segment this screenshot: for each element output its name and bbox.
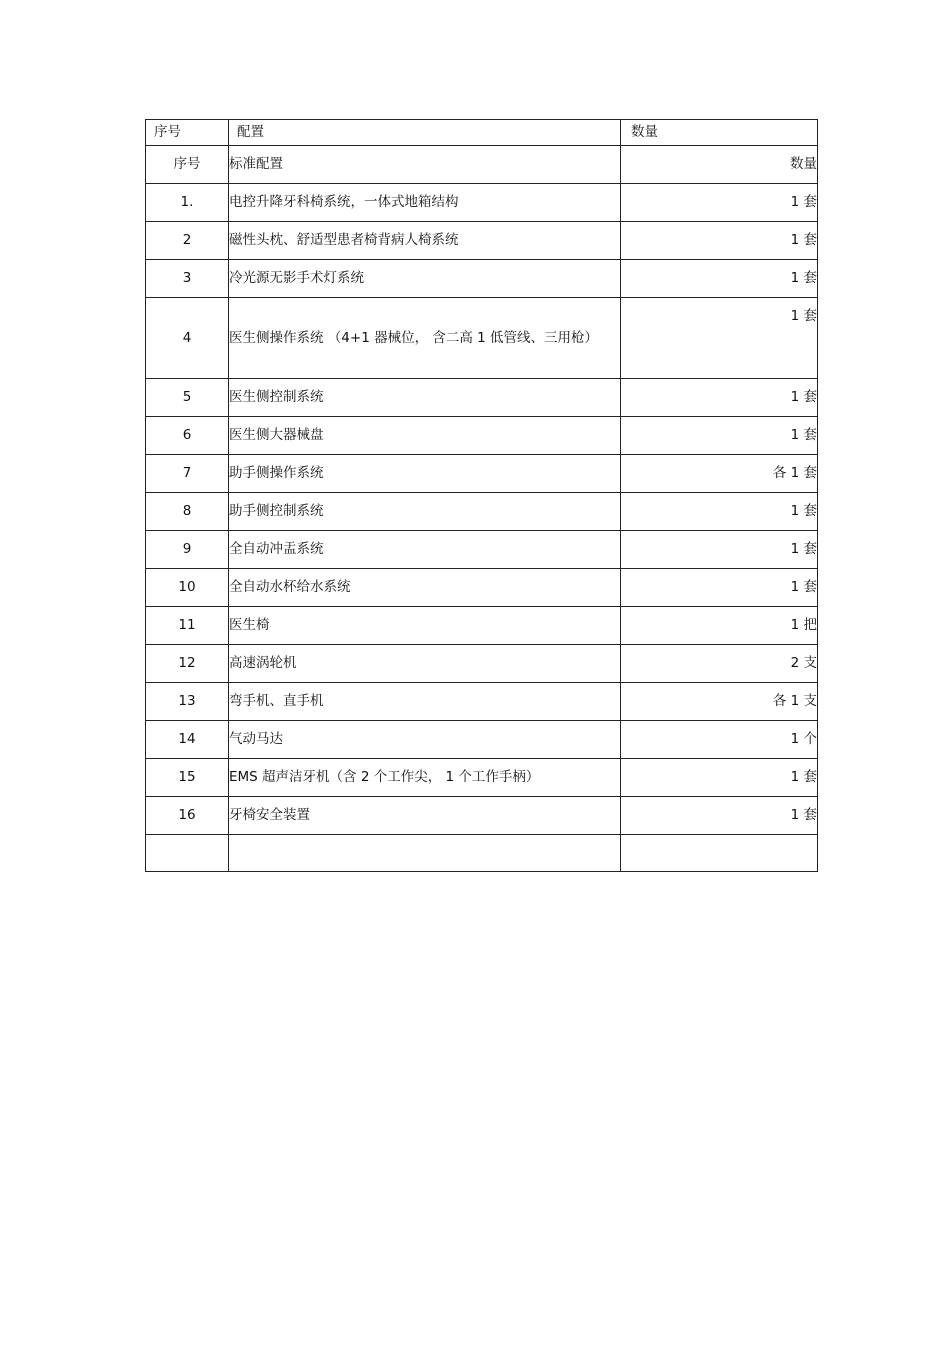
row-name xyxy=(229,835,621,872)
row-no: 12 xyxy=(146,645,229,683)
table-row xyxy=(146,493,818,531)
table-row xyxy=(146,417,818,455)
row-qty: 1 个 xyxy=(621,721,818,759)
row-name: 高速涡轮机 xyxy=(229,645,621,683)
configuration-table xyxy=(145,119,818,872)
row-qty: 2 支 xyxy=(621,645,818,683)
table-row-empty xyxy=(146,835,818,872)
table-row xyxy=(146,379,818,417)
row-name: 弯手机、直手机 xyxy=(229,683,621,721)
row-no xyxy=(146,835,229,872)
table-row xyxy=(146,721,818,759)
subheader-config: 标准配置 xyxy=(229,146,621,184)
table-row xyxy=(146,184,818,222)
row-no: 14 xyxy=(146,721,229,759)
row-no: 6 xyxy=(146,417,229,455)
row-qty xyxy=(621,835,818,872)
table-row xyxy=(146,683,818,721)
row-qty: 1 套 xyxy=(621,298,818,379)
table-row xyxy=(146,569,818,607)
row-name: 助手侧控制系统 xyxy=(229,493,621,531)
table-row xyxy=(146,298,818,379)
row-qty: 1 套 xyxy=(621,417,818,455)
row-no: 3 xyxy=(146,260,229,298)
row-no: 5 xyxy=(146,379,229,417)
row-name: EMS 超声洁牙机（含 2 个工作尖， 1 个工作手柄） xyxy=(229,759,621,797)
row-no: 4 xyxy=(146,298,229,379)
row-qty: 1 把 xyxy=(621,607,818,645)
row-no: 9 xyxy=(146,531,229,569)
row-no: 2 xyxy=(146,222,229,260)
row-name: 医生侧大器械盘 xyxy=(229,417,621,455)
row-name: 医生侧操作系统 （4+1 器械位， 含二高 1 低管线、三用枪） xyxy=(229,298,621,379)
row-qty: 1 套 xyxy=(621,531,818,569)
table-subheader-row xyxy=(146,146,818,184)
row-qty: 1 套 xyxy=(621,493,818,531)
table-row xyxy=(146,222,818,260)
row-name: 医生椅 xyxy=(229,607,621,645)
row-no: 8 xyxy=(146,493,229,531)
row-name: 牙椅安全装置 xyxy=(229,797,621,835)
row-name: 全自动水杯给水系统 xyxy=(229,569,621,607)
row-qty: 1 套 xyxy=(621,759,818,797)
subheader-no: 序号 xyxy=(146,146,229,184)
row-no: 7 xyxy=(146,455,229,493)
table-header-row xyxy=(146,120,818,146)
row-no: 16 xyxy=(146,797,229,835)
row-qty: 各 1 支 xyxy=(621,683,818,721)
row-qty: 1 套 xyxy=(621,184,818,222)
table-row xyxy=(146,531,818,569)
row-name: 助手侧操作系统 xyxy=(229,455,621,493)
row-name: 磁性头枕、舒适型患者椅背病人椅系统 xyxy=(229,222,621,260)
row-qty: 各 1 套 xyxy=(621,455,818,493)
header-qty: 数量 xyxy=(621,120,818,146)
subheader-qty: 数量 xyxy=(621,146,818,184)
header-no: 序号 xyxy=(146,120,229,146)
row-name: 医生侧控制系统 xyxy=(229,379,621,417)
row-name: 电控升降牙科椅系统，一体式地箱结构 xyxy=(229,184,621,222)
table-row xyxy=(146,797,818,835)
table-row xyxy=(146,607,818,645)
row-no: 1. xyxy=(146,184,229,222)
row-no: 15 xyxy=(146,759,229,797)
table-row xyxy=(146,759,818,797)
row-qty: 1 套 xyxy=(621,260,818,298)
row-no: 10 xyxy=(146,569,229,607)
table-row xyxy=(146,455,818,493)
row-name: 气动马达 xyxy=(229,721,621,759)
row-qty: 1 套 xyxy=(621,379,818,417)
row-name: 冷光源无影手术灯系统 xyxy=(229,260,621,298)
row-name: 全自动冲盂系统 xyxy=(229,531,621,569)
row-qty: 1 套 xyxy=(621,797,818,835)
row-no: 13 xyxy=(146,683,229,721)
row-qty: 1 套 xyxy=(621,569,818,607)
row-no: 11 xyxy=(146,607,229,645)
table-row xyxy=(146,645,818,683)
row-qty: 1 套 xyxy=(621,222,818,260)
header-config: 配置 xyxy=(229,120,621,146)
table-row xyxy=(146,260,818,298)
